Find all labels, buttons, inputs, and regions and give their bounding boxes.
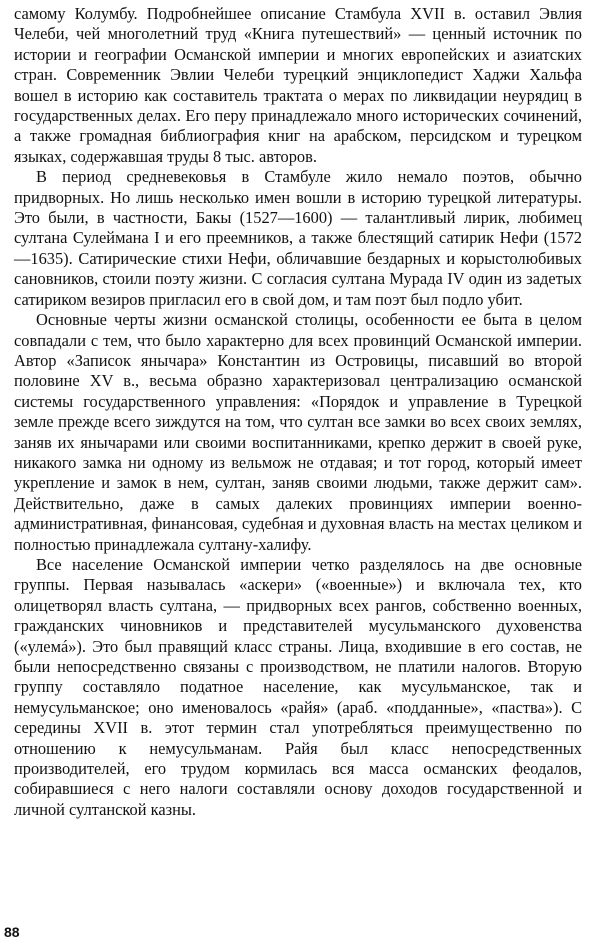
paragraph: Основные черты жизни османской столицы, особенности ее быта в целом совпадали с тем, что было характерно для всех провинций Османской империи. Автор «Записок янычара» Константин из Островицы, писавший во второй половине XV в., весьма образно характеризовал централизацию османской системы государственного управления: «Порядок и управление в Турецкой земле прежде всего зиждутся на том, что султан все замки во всех своих землях, заняв их янычарами или своими воспитанниками, крепко держит в своей руке, никакого замка ни одному из вельмож не отдавая; и тот город, который имеет укрепление и замок в нем, султан, заняв своими людьми, также держит сам». Действительно, даже в самых далеких провинциях империи военно-административная, финансовая, судебная и духовная власть на местах целиком и полностью принадлежала султану-халифу.: [14, 310, 582, 554]
paragraph: Все население Османской империи четко разделялось на две основные группы. Первая называлась «аскери» («военные») и включала тех, кто олицетворял власть султана, — придворных всех рангов, собственно военных, гражданских чиновников и представителей мусульманского духовенства («улемá»). Это был правящий класс страны. Лица, входившие в его состав, не были непосредственно связаны с производством, не платили налогов. Вторую группу составляло податное население, как мусульманское, так и немусульманское; оно именовалось «райя» (араб. «подданные», «паства»). С середины XVII в. этот термин стал употребляться преимущественно по отношению к немусульманам. Райя был класс непосредственных производителей, его трудом кормилась вся масса османских феодалов, собиравшиеся с него налоги составляли основу доходов государственной и личной султанской казны.: [14, 554, 582, 819]
paragraph: В период средневековья в Стамбуле жило немало поэтов, обычно придворных. Но лишь несколько имен вошли в историю турецкой литературы. Это были, в частности, Бакы (1527—1600) — талантливый лирик, любимец султана Сулеймана I и его преемников, а также блестящий сатирик Нефи (1572—1635). Сатирические стихи Нефи, обличавшие бездарных и корыстолюбивых сановников, стоили поэту жизни. С согласия султана Мурада IV один из задетых сатириком везиров пригласил его в свой дом, и там поэт был подло убит.: [14, 167, 582, 309]
paragraph: самому Колумбу. Подробнейшее описание Стамбула XVII в. оставил Эвлия Челеби, чей многолетний труд «Книга путешествий» — ценный источник по истории и географии Османской империи и многих европейских и азиатских стран. Современник Эвлии Челеби турецкий энциклопедист Хаджи Хальфа вошел в историю как составитель трактата о мерах по ликвидации неурядиц в государственных делах. Его перу принадлежало много исторических сочинений, а также громадная библиография книг на арабском, персидском и турецком языках, содержавшая труды 8 тыс. авторов.: [14, 4, 582, 166]
page-body: [14, 4, 582, 820]
page-number: 88: [4, 924, 20, 940]
